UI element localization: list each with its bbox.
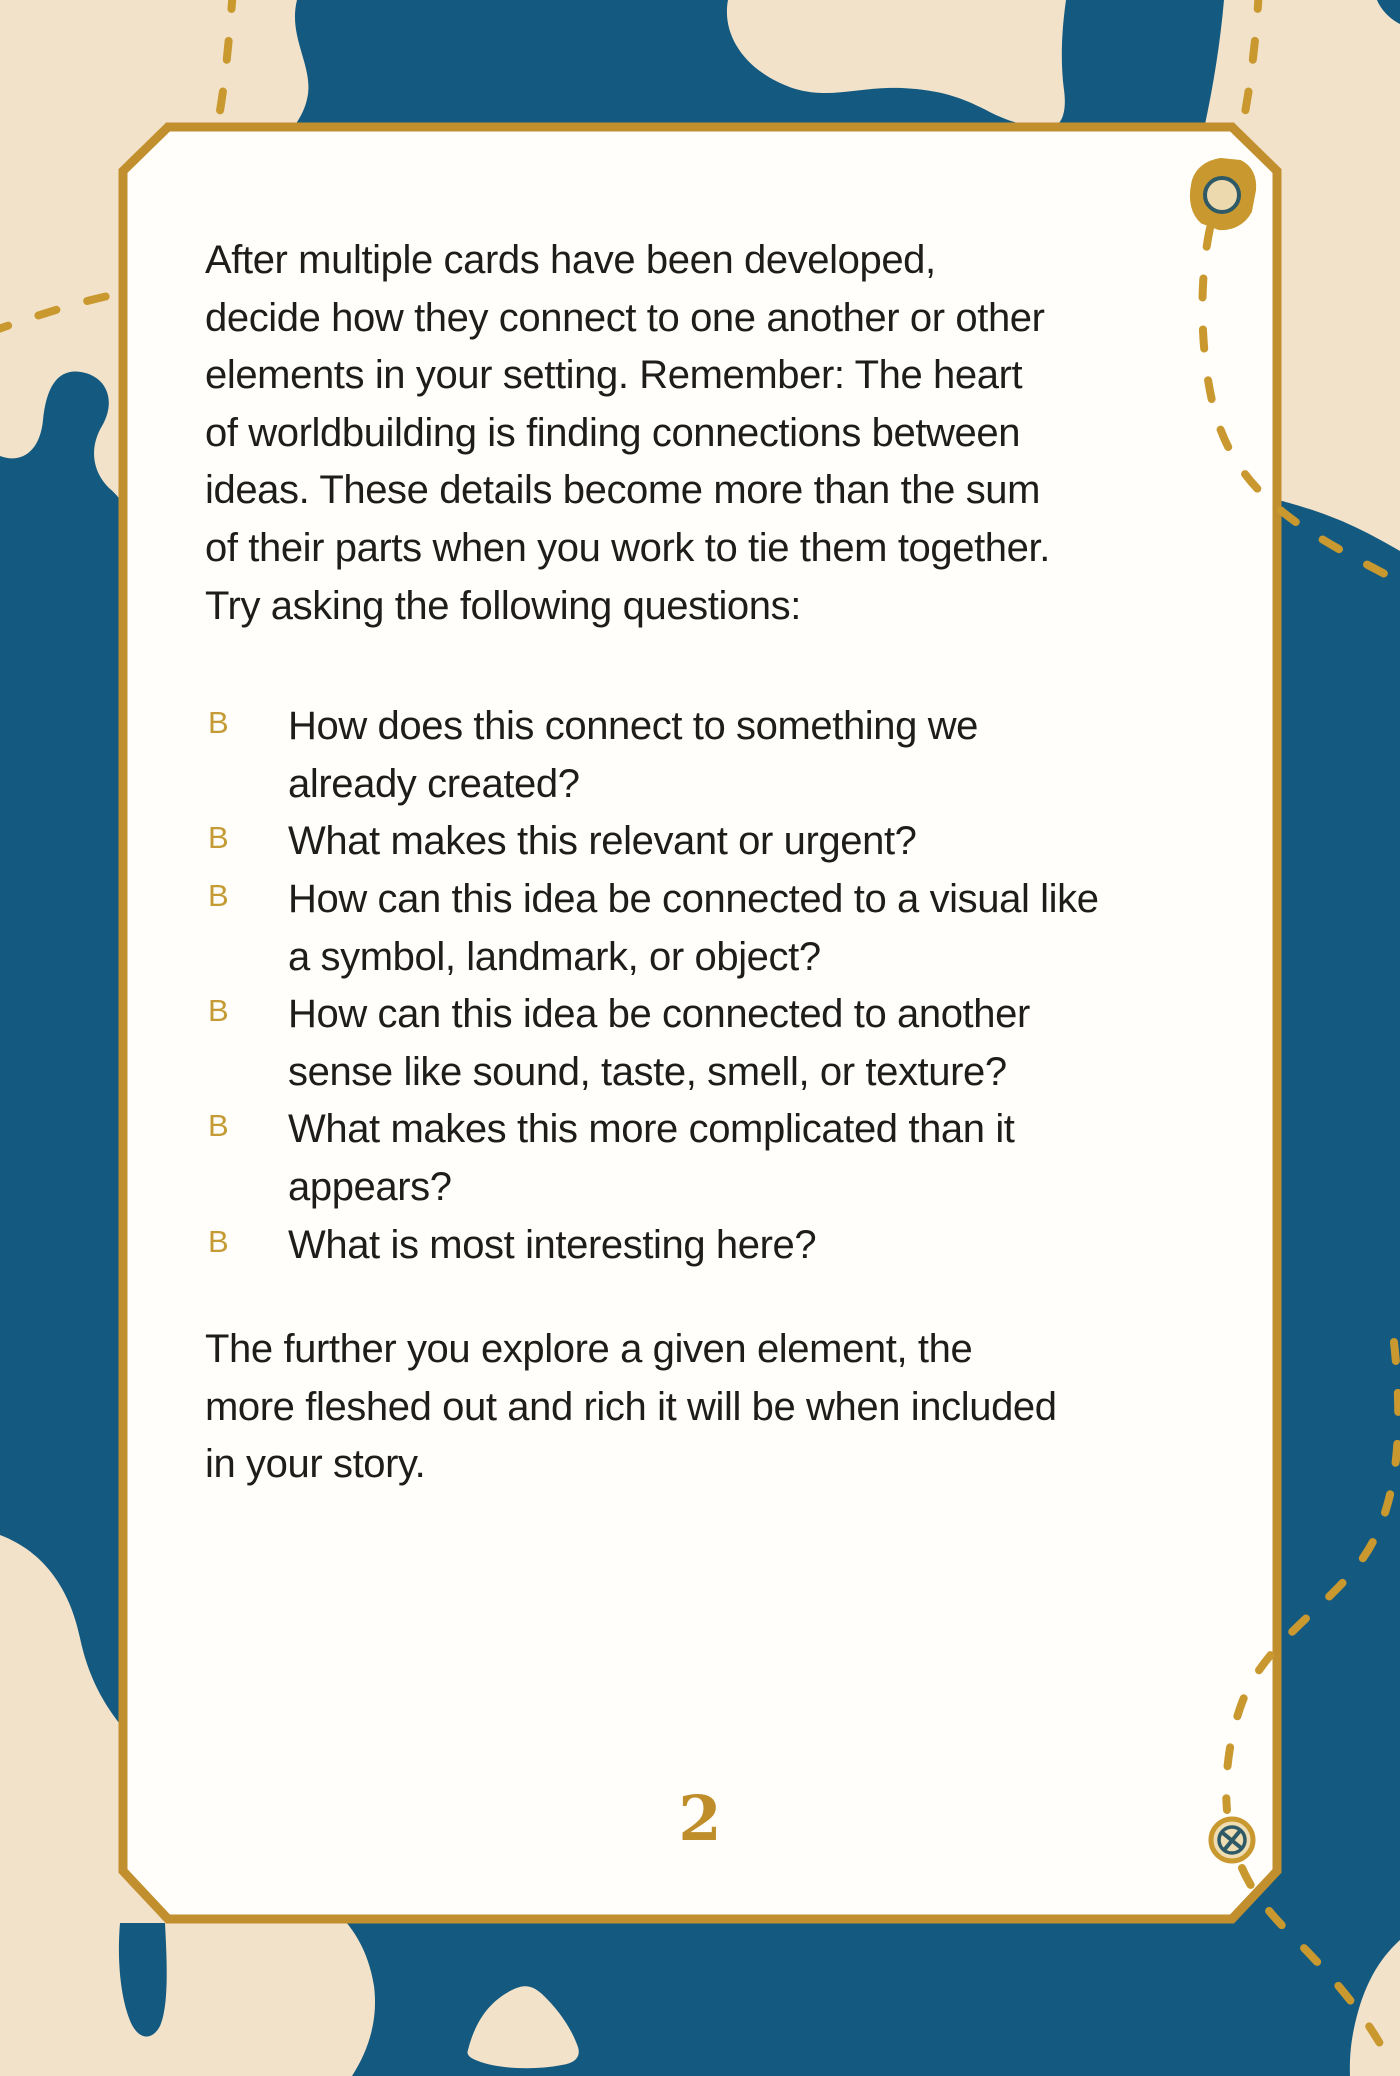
text-line: How can this idea be connected to a visual like	[288, 876, 1099, 921]
text-line: of worldbuilding is finding connections between	[205, 410, 1021, 455]
text-line: decide how they connect to one another or other	[205, 295, 1045, 340]
bullet-icon: B	[208, 1223, 229, 1259]
list-item	[208, 813, 1215, 871]
paragraph-2	[205, 1321, 1215, 1494]
bullet-icon: B	[208, 820, 229, 856]
paragraph-lead	[205, 578, 1215, 636]
x-spot-marker-icon	[1211, 1819, 1253, 1861]
text-line: What makes this relevant or urgent?	[288, 819, 917, 864]
text-line: How can this idea be connected to another	[288, 992, 1030, 1037]
card-body-text	[205, 232, 1215, 1494]
text-line: already created?	[288, 761, 580, 806]
list-item	[208, 698, 1215, 813]
text-line: sense like sound, taste, smell, or texture?	[288, 1049, 1007, 1094]
text-line: in your story.	[205, 1442, 426, 1487]
circle-node-icon	[1193, 161, 1253, 227]
list-item	[208, 871, 1215, 986]
text-line: of their parts when you work to tie them together.	[205, 525, 1050, 570]
text-line: The further you explore a given element, the	[205, 1327, 973, 1372]
text-line: elements in your setting. Remember: The heart	[205, 353, 1023, 398]
bullet-icon: B	[208, 877, 229, 913]
text-line: appears?	[288, 1164, 452, 1209]
bullet-icon: B	[208, 993, 229, 1029]
text-line: After multiple cards have been developed,	[205, 238, 936, 282]
list-item	[208, 986, 1215, 1101]
text-line: Try asking the following questions:	[205, 583, 801, 628]
text-line: ideas. These details become more than the sum	[205, 468, 1041, 513]
text-line: What is most interesting here?	[288, 1222, 817, 1267]
text-line: a symbol, landmark, or object?	[288, 934, 821, 979]
text-line: What makes this more complicated than it	[288, 1107, 1015, 1152]
text-line: How does this connect to something we	[288, 704, 979, 749]
page-number: 2	[678, 1782, 722, 1855]
list-item	[208, 1101, 1215, 1216]
bullet-icon: B	[208, 705, 229, 741]
paragraph-1	[205, 232, 1215, 578]
list-item	[208, 1217, 1215, 1275]
bullet-icon: B	[208, 1108, 229, 1144]
question-list	[208, 698, 1215, 1274]
text-line: more fleshed out and rich it will be when included	[205, 1384, 1057, 1429]
